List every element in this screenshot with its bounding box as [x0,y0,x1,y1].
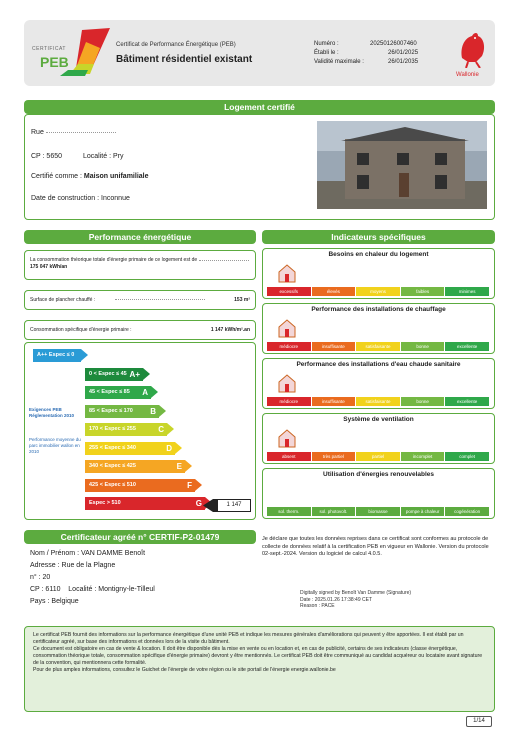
indicator-scale [267,452,490,461]
numero-label: Numéro : [314,41,339,47]
sig-line-2: Date : 2025.01.26 17:38:49 CET [300,596,372,603]
energy-class-range: 340 < Espec ≤ 425 [89,463,136,469]
certificateur-title: Certificateur agréé n° CERTIF-P2-01479 [24,530,256,544]
indicator-scale-cell: sol. therm. [267,507,312,516]
logement-box [24,114,495,220]
sig-line-3: Reason : PACE [300,603,335,609]
energy-class-letter: C [158,425,164,434]
indicator-title: Système de ventilation [343,416,414,423]
certificateur-info [30,548,256,608]
indicator-scale-cell: satisfaisante [356,342,401,351]
indicator-scale-cell: satisfaisante [356,397,401,406]
indicator-scale-cell: élevés [312,287,357,296]
footer-p2: Ce document est obligatoire en cas de vente & location. Il doit être disponible dès la mise en vente ou en location et, en cas de publicité, certains de ses indicateurs (classe énergétique, consommation théorique totale, consommation spécifique d'énergie primaire) devront y être mentionnés. Le certificat PEB doit être communiqué au candidat acquéreur ou locataire avant signature de la convention, qui mentionnera cette formalité. [33,646,483,666]
energy-class-b [85,405,159,418]
certifie-value: Maison unifamiliale [83,173,149,180]
sig-line-1: Digitally signed by Benoît Van Damme (Signature) [300,590,412,596]
peb-logo-icon [30,28,110,78]
house-indicator-icon [277,318,297,338]
indicator-scale-cell: biomasse [356,507,401,516]
numero-value: 20250126007460 [370,41,417,47]
specific-value: 1 147 kWh/m².an [210,327,250,333]
consumption-label: La consommation théorique totale d'énergie primaire de ce logement est de [30,257,198,263]
indicator-title: Utilisation d'énergies renouvelables [323,471,434,478]
etabli-label: Établi le : [314,50,339,56]
cert-meta [314,40,444,67]
construction-label: Date de construction : [31,195,100,202]
construction-value: Inconnue [101,195,130,202]
energy-class-range: 170 < Espec ≤ 255 [89,426,136,432]
energy-class-range: 45 < Espec ≤ 85 [89,389,130,395]
indicator-scale-cell: minimes [445,287,490,296]
parc-label: Performance moyenne du parc immobilier wallon en 2010 [29,437,81,454]
surface-value: 153 m² [234,297,250,303]
indicator-title: Performance des installations d'eau chaude sanitaire [296,361,461,368]
footer-info [24,626,495,712]
energy-class-range: A++ Espec ≤ 0 [37,352,75,358]
indicator-scale-cell: excellente [445,342,490,351]
energy-class-letter: B [150,406,156,416]
cp-field: CP : 5650 [31,153,63,160]
indicator-4 [262,468,495,519]
wallonie-emblem [454,28,490,68]
indicator-scale [267,397,490,406]
indicator-scale-cell: pompe à chaleur [401,507,446,516]
energy-class-letter: A [142,388,148,397]
indicator-scale [267,287,490,296]
certificateur-nom: Nom / Prénom : VAN DAMME Benoît [30,550,146,557]
result-value: 1 147 [217,499,251,512]
house-indicator-icon [277,373,297,393]
indicator-scale-cell: complet [445,452,490,461]
region-label: Wallonie [456,72,479,78]
logo-main-text: PEB [40,54,69,70]
indicator-scale-cell: excessifs [267,287,312,296]
energy-scale-box [24,342,256,520]
indicator-scale [267,507,490,516]
indicator-title: Besoins en chaleur du logement [328,251,429,258]
surface-label: Surface de plancher chauffé : [30,297,96,303]
validite-label: Validité maximale : [314,59,364,65]
indicator-scale-cell: insuffisante [312,342,357,351]
house-photo-icon [317,121,487,209]
peb-logo [30,28,110,78]
indicator-scale-cell: sol. photovolt. [312,507,357,516]
indicator-scale-cell: absent [267,452,312,461]
indicator-3 [262,413,495,464]
consumption-text [30,257,252,271]
energy-class-letter: F [187,480,192,490]
rooster-icon [454,28,490,68]
energy-class-letter: G [195,499,202,508]
energy-class-range: Espec > 510 [89,500,121,506]
energy-class-a [85,386,151,399]
indicator-1 [262,303,495,354]
footer-p1: Le certificat PEB fournit des informations sur la performance énergétique d'une unité PEB et indique les mesures générales d'améliorations qui peuvent y être apportées. Il est établi par un certificateur agréé, sur base des informations et données lors de la visite du bâtiment. [33,632,464,645]
indicator-scale-cell: très partiel [312,452,357,461]
performance-title: Performance énergétique [24,230,256,244]
indicator-scale-cell: cogénération [445,507,490,516]
energy-class-scale [25,343,255,519]
etabli-value: 26/01/2025 [388,50,419,56]
certificateur-pays: Pays : Belgique [30,598,79,605]
building-photo [317,121,487,209]
indicator-scale-cell: bonne [401,397,446,406]
certificateur-numero: n° : 20 [30,574,51,581]
certifie-field [31,173,149,180]
digital-signature [300,590,490,610]
house-indicator-icon [277,263,297,283]
indicator-scale-cell: faibles [401,287,446,296]
indicator-scale-cell: moyens [356,287,401,296]
energy-class-range: 0 < Espec ≤ 45 [89,370,127,377]
indicator-scale-cell: partiel [356,452,401,461]
energy-class-letter: E [176,462,182,471]
localite-field: Localité : Pry [83,153,124,160]
indicator-scale-cell: insuffisante [312,397,357,406]
rue-field [31,129,116,136]
indicateurs-title: Indicateurs spécifiques [262,230,495,244]
cert-title: Certificat de Performance Énergétique (PEB) [116,42,236,48]
logo-top-text: CERTIFICAT [32,46,66,52]
specific-box [24,320,256,340]
certificateur-cp: CP : 6110 [30,586,61,593]
indicator-title: Performance des installations de chauffage [311,306,446,313]
surface-box [24,290,256,310]
page-number: 1/14 [466,716,492,727]
energy-class-f [85,479,195,492]
validite-value: 26/01/2035 [388,59,419,65]
declaration-text: Je déclare que toutes les données reprises dans ce certificat sont conformes au protocole de collecte de données relatif à la certification PEB en vigueur en Wallonie. Version du protocole 02-sept.-2024. Version du logiciel de calcul 4.0.5. [262,536,489,557]
energy-class-letter: D [166,443,172,453]
energy-class-range: 255 < Espec ≤ 340 [89,444,136,451]
indicator-scale-cell: bonne [401,342,446,351]
certificateur-localite: Localité : Montigny-le-Tilleul [68,586,155,593]
certifie-label: Certifié comme : [31,173,82,180]
logement-title: Logement certifié [24,100,495,114]
indicator-2 [262,358,495,409]
energy-class-c [85,423,167,436]
indicator-0 [262,248,495,299]
energy-class-range: 85 < Espec ≤ 170 [89,407,133,414]
indicator-scale-cell: excellente [445,397,490,406]
rue-value [46,132,116,133]
consumption-value: 175 047 kWh/an [30,264,68,270]
energy-class-range: 425 < Espec ≤ 510 [89,481,136,488]
indicateurs-list [262,248,495,522]
energy-class-g [85,497,205,510]
indicator-scale-cell: médiocre [267,397,312,406]
indicator-scale-cell: médiocre [267,342,312,351]
construction-field [31,195,130,202]
certificateur-adresse: Adresse : Rue de la Plagne [30,562,116,569]
indicator-scale [267,342,490,351]
energy-class-letter: A+ [129,369,140,379]
building-type: Bâtiment résidentiel existant [116,54,253,65]
specific-label: Consommation spécifique d'énergie primaire : [30,327,132,333]
indicator-scale-cell: incomplet [401,452,446,461]
energy-class-app [33,349,81,362]
energy-class-d [85,442,175,455]
header [24,20,495,86]
consumption-box [24,250,256,280]
rue-label: Rue [31,129,44,136]
energy-class-aplus [85,368,143,381]
result-pointer-icon [203,499,217,512]
footer-p3: Pour de plus amples informations, consultez le Guichet de l'énergie de votre région ou le site portail de l'énergie energie.wallonie.be [33,667,336,673]
exigences-label: Exigences PEB Réglementation 2010 [29,407,75,418]
energy-class-e [85,460,185,473]
house-indicator-icon [277,428,297,448]
